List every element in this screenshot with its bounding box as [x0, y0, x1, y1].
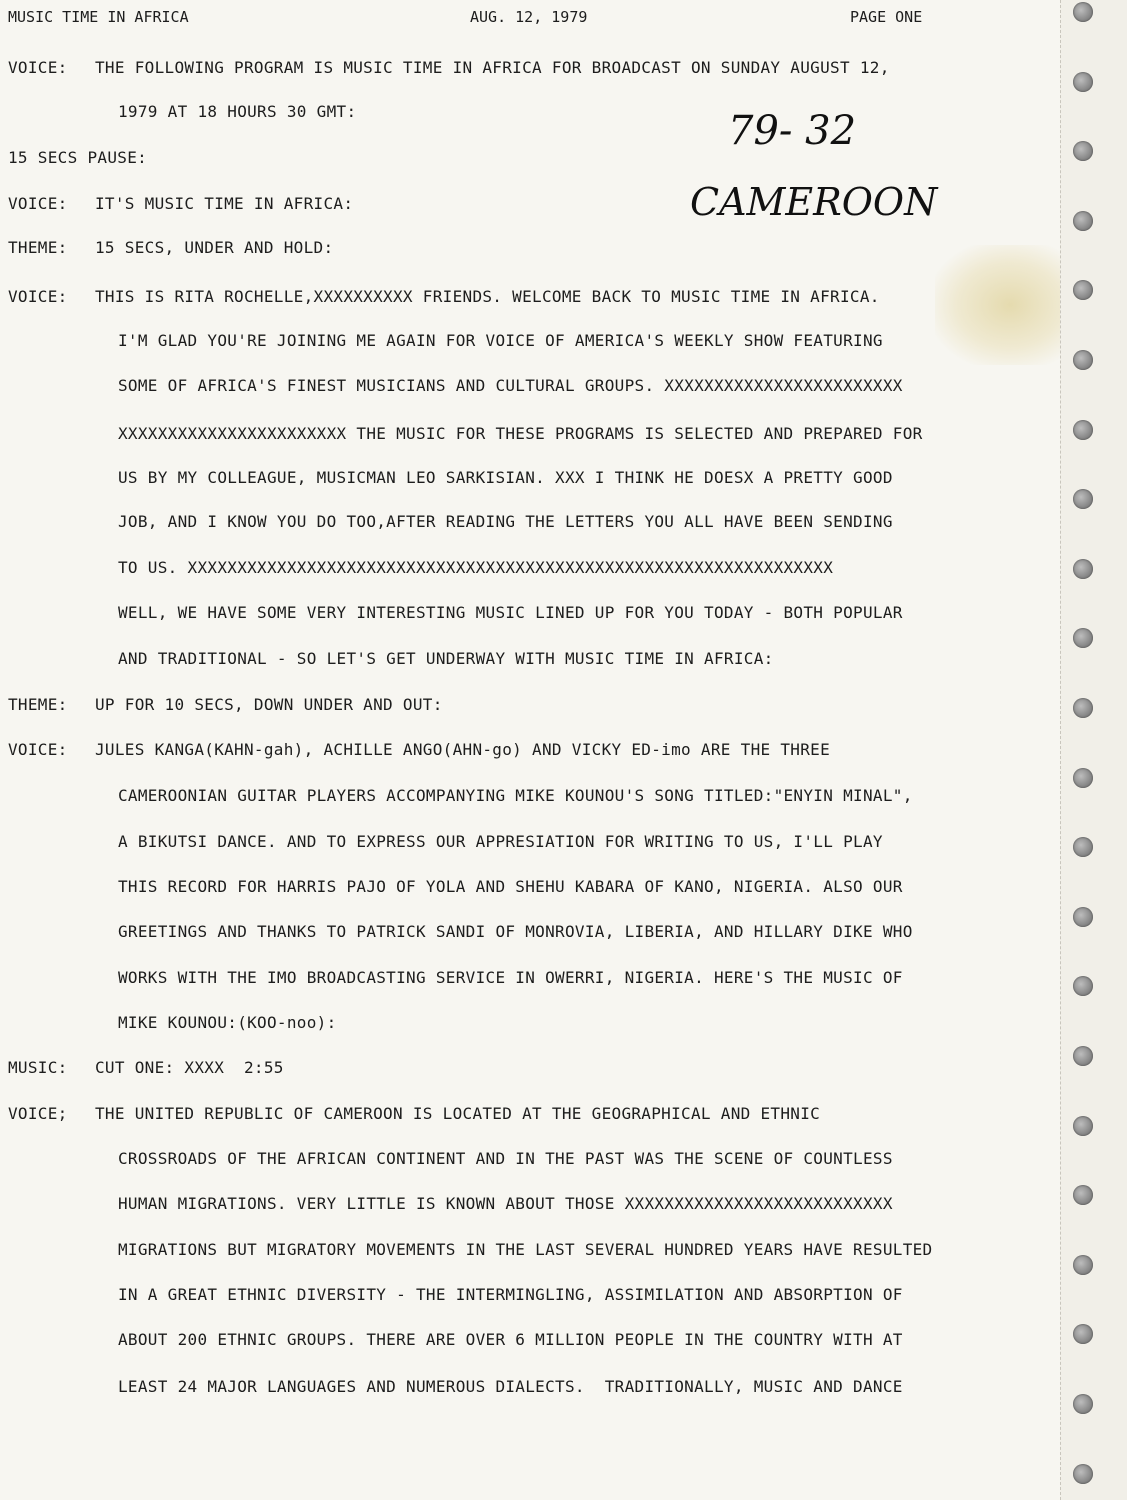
script-text: XXXXXXXXXXXXXXXXXXXXXXX THE MUSIC FOR THESE PROGRAMS IS SELECTED AND PREPARED FOR	[118, 424, 923, 443]
script-text: TO US. XXXXXXXXXXXXXXXXXXXXXXXXXXXXXXXXXXXXXXXXXXXXXXXXXXXXXXXXXXXXXXXXX	[118, 558, 834, 577]
script-text: 1979 AT 18 HOURS 30 GMT:	[118, 102, 357, 121]
feed-hole	[1073, 628, 1093, 648]
script-text: THIS IS RITA ROCHELLE,XXXXXXXXXX FRIENDS. WELCOME BACK TO MUSIC TIME IN AFRICA.	[95, 287, 880, 306]
cue-label: VOICE:	[8, 58, 68, 77]
program-title: MUSIC TIME IN AFRICA	[8, 8, 189, 26]
script-text: US BY MY COLLEAGUE, MUSICMAN LEO SARKISIAN. XXX I THINK HE DOESX A PRETTY GOOD	[118, 468, 893, 487]
cue-label: VOICE:	[8, 287, 68, 306]
script-text: CUT ONE: XXXX 2:55	[95, 1058, 284, 1077]
script-text: JULES KANGA(KAHN-gah), ACHILLE ANGO(AHN-go) AND VICKY ED-imo ARE THE THREE	[95, 740, 831, 759]
feed-hole	[1073, 1464, 1093, 1484]
handwritten-number: 79- 32	[728, 108, 857, 154]
feed-hole	[1073, 1116, 1093, 1136]
feed-hole	[1073, 1255, 1093, 1275]
script-text: THIS RECORD FOR HARRIS PAJO OF YOLA AND SHEHU KABARA OF KANO, NIGERIA. ALSO OUR	[118, 877, 903, 896]
cue-label: VOICE;	[8, 1104, 68, 1123]
script-text: MIKE KOUNOU:(KOO-noo):	[118, 1013, 337, 1032]
feed-hole	[1073, 768, 1093, 788]
script-text: CROSSROADS OF THE AFRICAN CONTINENT AND IN THE PAST WAS THE SCENE OF COUNTLESS	[118, 1149, 893, 1168]
feed-hole	[1073, 489, 1093, 509]
script-text: WELL, WE HAVE SOME VERY INTERESTING MUSIC LINED UP FOR YOU TODAY - BOTH POPULAR	[118, 603, 903, 622]
script-text: HUMAN MIGRATIONS. VERY LITTLE IS KNOWN ABOUT THOSE XXXXXXXXXXXXXXXXXXXXXXXXXXX	[118, 1194, 893, 1213]
script-text: IT'S MUSIC TIME IN AFRICA:	[95, 194, 354, 213]
script-text: JOB, AND I KNOW YOU DO TOO,AFTER READING THE LETTERS YOU ALL HAVE BEEN SENDING	[118, 512, 893, 531]
script-text: MIGRATIONS BUT MIGRATORY MOVEMENTS IN THE LAST SEVERAL HUNDRED YEARS HAVE RESULTED	[118, 1240, 933, 1259]
script-text: THE FOLLOWING PROGRAM IS MUSIC TIME IN AFRICA FOR BROADCAST ON SUNDAY AUGUST 12,	[95, 58, 890, 77]
script-text: THE UNITED REPUBLIC OF CAMEROON IS LOCATED AT THE GEOGRAPHICAL AND ETHNIC	[95, 1104, 821, 1123]
script-text: AND TRADITIONAL - SO LET'S GET UNDERWAY WITH MUSIC TIME IN AFRICA:	[118, 649, 774, 668]
cue-label: THEME:	[8, 238, 68, 257]
handwritten-country: CAMEROON	[690, 180, 938, 224]
script-text: A BIKUTSI DANCE. AND TO EXPRESS OUR APPRESIATION FOR WRITING TO US, I'LL PLAY	[118, 832, 883, 851]
feed-hole	[1073, 280, 1093, 300]
script-text: CAMEROONIAN GUITAR PLAYERS ACCOMPANYING MIKE KOUNOU'S SONG TITLED:"ENYIN MINAL",	[118, 786, 913, 805]
cue-label: MUSIC:	[8, 1058, 68, 1077]
broadcast-date: AUG. 12, 1979	[470, 8, 588, 26]
script-text: IN A GREAT ETHNIC DIVERSITY - THE INTERMINGLING, ASSIMILATION AND ABSORPTION OF	[118, 1285, 903, 1304]
script-text: UP FOR 10 SECS, DOWN UNDER AND OUT:	[95, 695, 443, 714]
feed-hole	[1073, 1394, 1093, 1414]
feed-hole	[1073, 559, 1093, 579]
cue-label: 15 SECS PAUSE:	[8, 148, 148, 167]
page-header	[8, 8, 1060, 34]
feed-hole	[1073, 420, 1093, 440]
feed-hole	[1073, 698, 1093, 718]
cue-label: THEME:	[8, 695, 68, 714]
feed-hole	[1073, 907, 1093, 927]
feed-hole	[1073, 1185, 1093, 1205]
feed-hole	[1073, 211, 1093, 231]
feed-hole	[1073, 976, 1093, 996]
page-number: PAGE ONE	[850, 8, 923, 26]
feed-hole	[1073, 72, 1093, 92]
feed-hole	[1073, 1046, 1093, 1066]
cue-label: VOICE:	[8, 740, 68, 759]
script-text: I'M GLAD YOU'RE JOINING ME AGAIN FOR VOICE OF AMERICA'S WEEKLY SHOW FEATURING	[118, 331, 883, 350]
script-text: WORKS WITH THE IMO BROADCASTING SERVICE IN OWERRI, NIGERIA. HERE'S THE MUSIC OF	[118, 968, 903, 987]
script-text: GREETINGS AND THANKS TO PATRICK SANDI OF MONROVIA, LIBERIA, AND HILLARY DIKE WHO	[118, 922, 913, 941]
script-text: LEAST 24 MAJOR LANGUAGES AND NUMEROUS DIALECTS. TRADITIONALLY, MUSIC AND DANCE	[118, 1377, 903, 1396]
feed-hole	[1073, 1324, 1093, 1344]
feed-hole	[1073, 2, 1093, 22]
script-text: ABOUT 200 ETHNIC GROUPS. THERE ARE OVER 6 MILLION PEOPLE IN THE COUNTRY WITH AT	[118, 1330, 903, 1349]
script-text: 15 SECS, UNDER AND HOLD:	[95, 238, 334, 257]
script-text: SOME OF AFRICA'S FINEST MUSICIANS AND CULTURAL GROUPS. XXXXXXXXXXXXXXXXXXXXXXXX	[118, 376, 903, 395]
feed-hole	[1073, 350, 1093, 370]
tractor-feed-strip	[1060, 0, 1127, 1500]
feed-hole	[1073, 141, 1093, 161]
feed-hole	[1073, 837, 1093, 857]
cue-label: VOICE:	[8, 194, 68, 213]
